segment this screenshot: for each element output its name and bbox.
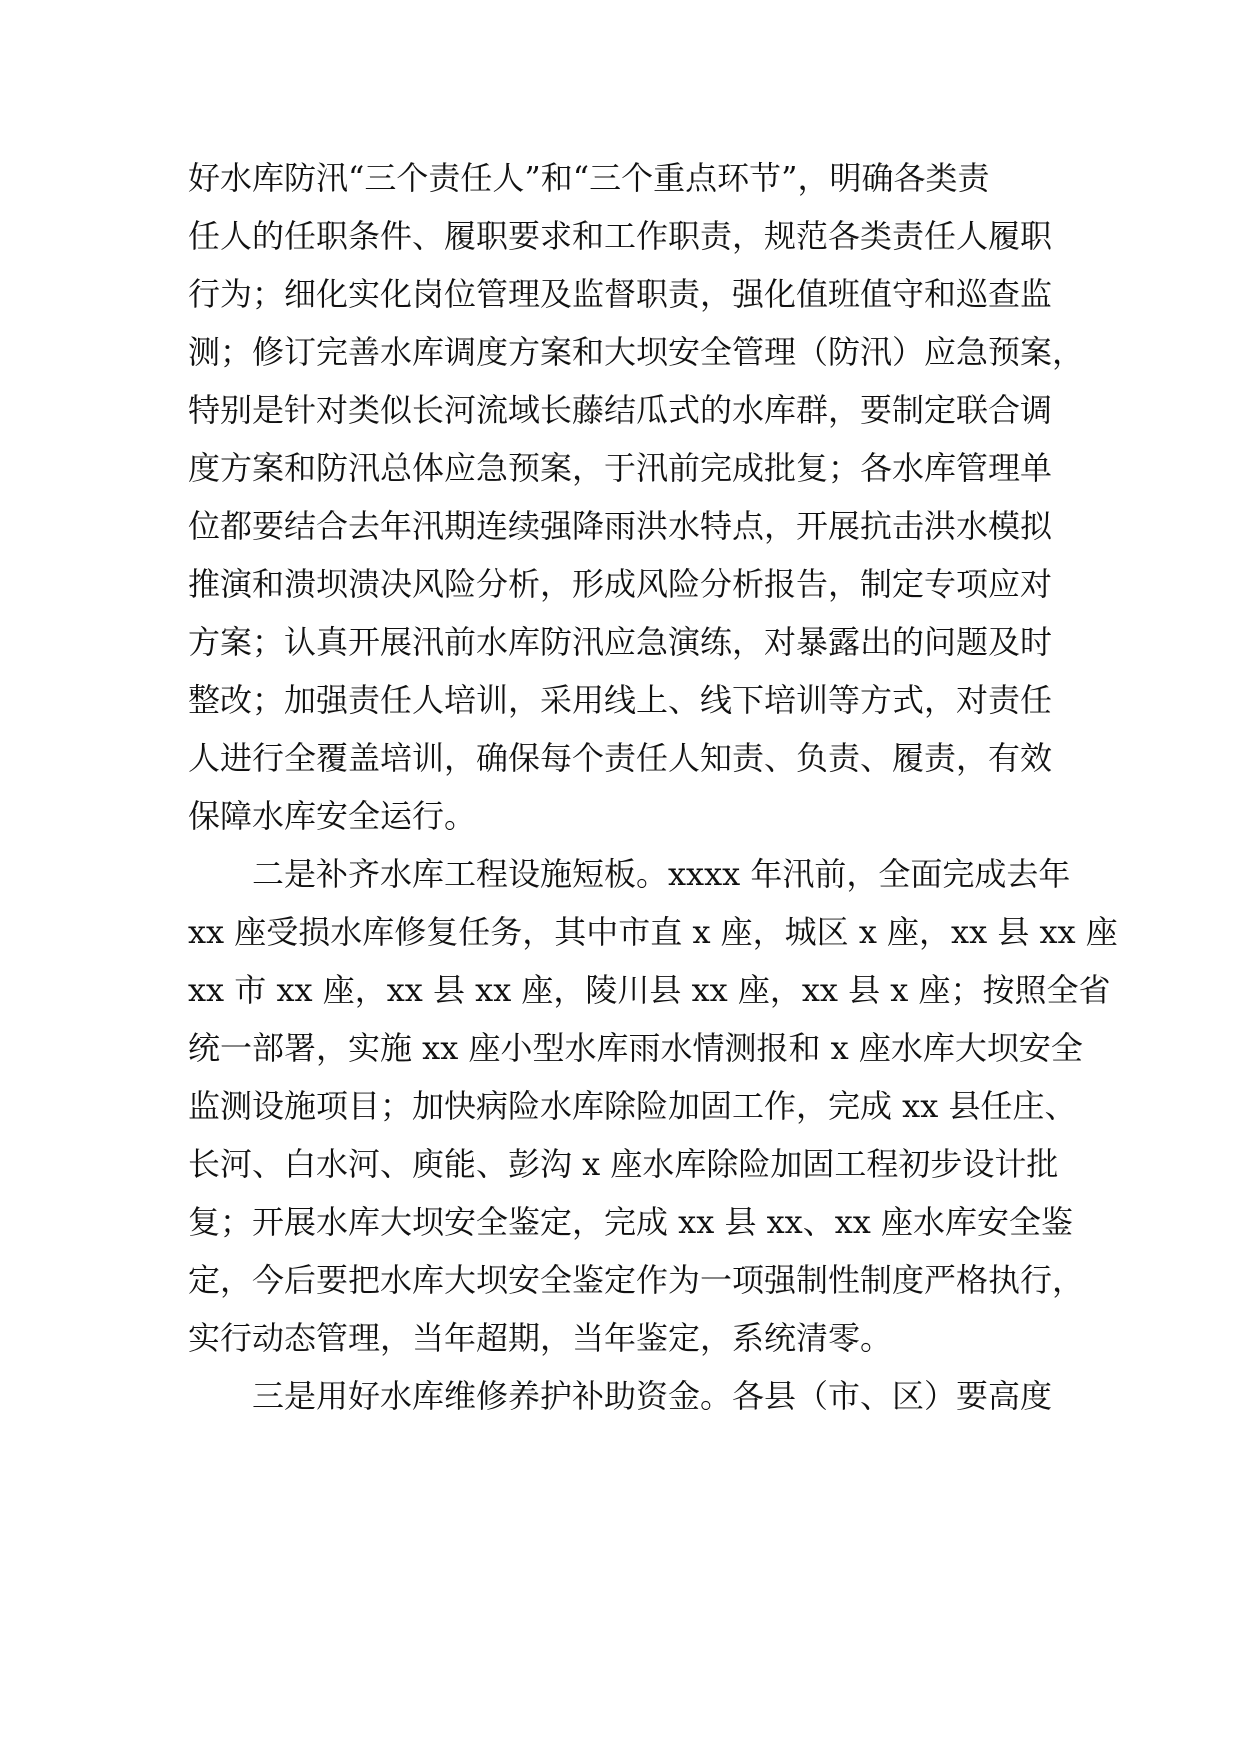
paragraph-start-line: 三是用好水库维修养护补助资金。各县（市、区）要高度	[252, 1377, 1053, 1415]
text-line: 方案；认真开展汛前水库防汛应急演练，对暴露出的问题及时	[188, 623, 1053, 661]
text-line: 测；修订完善水库调度方案和大坝安全管理（防汛）应急预案，	[188, 333, 1085, 371]
text-line: 特别是针对类似长河流域长藤结瓜式的水库群，要制定联合调	[188, 391, 1053, 429]
text-line: 统一部署，实施 xx 座小型水库雨水情测报和 x 座水库大坝安全	[188, 1029, 1083, 1067]
text-line: 定，今后要把水库大坝安全鉴定作为一项强制性制度严格执行，	[188, 1261, 1085, 1299]
text-line: 监测设施项目；加快病险水库除险加固工作，完成 xx 县任庄、	[188, 1087, 1077, 1125]
text-line: 推演和溃坝溃决风险分析，形成风险分析报告，制定专项应对	[188, 565, 1053, 603]
text-line: 行为；细化实化岗位管理及监督职责，强化值班值守和巡查监	[188, 275, 1053, 313]
text-line: 好水库防汛“三个责任人”和“三个重点环节”，明确各类责	[188, 159, 990, 197]
text-line: 整改；加强责任人培训，采用线上、线下培训等方式，对责任	[188, 681, 1053, 719]
text-line: 保障水库安全运行。	[188, 797, 477, 835]
text-line: 位都要结合去年汛期连续强降雨洪水特点，开展抗击洪水模拟	[188, 507, 1053, 545]
text-line: xx 座受损水库修复任务，其中市直 x 座，城区 x 座，xx 县 xx 座	[188, 913, 1118, 951]
paragraph-start-line: 二是补齐水库工程设施短板。xxxx 年汛前，全面完成去年	[252, 855, 1071, 893]
text-line: 任人的任职条件、履职要求和工作职责，规范各类责任人履职	[188, 217, 1053, 255]
text-line: 长河、白水河、庾能、彭沟 x 座水库除险加固工程初步设计批	[188, 1145, 1059, 1183]
text-line: 复；开展水库大坝安全鉴定，完成 xx 县 xx、xx 座水库安全鉴	[188, 1203, 1073, 1241]
text-line: 度方案和防汛总体应急预案，于汛前完成批复；各水库管理单	[188, 449, 1053, 487]
text-line: 实行动态管理，当年超期，当年鉴定，系统清零。	[188, 1319, 893, 1357]
text-line: xx 市 xx 座，xx 县 xx 座，陵川县 xx 座，xx 县 x 座；按照全省	[188, 971, 1111, 1009]
text-line: 人进行全覆盖培训，确保每个责任人知责、负责、履责，有效	[188, 739, 1053, 777]
